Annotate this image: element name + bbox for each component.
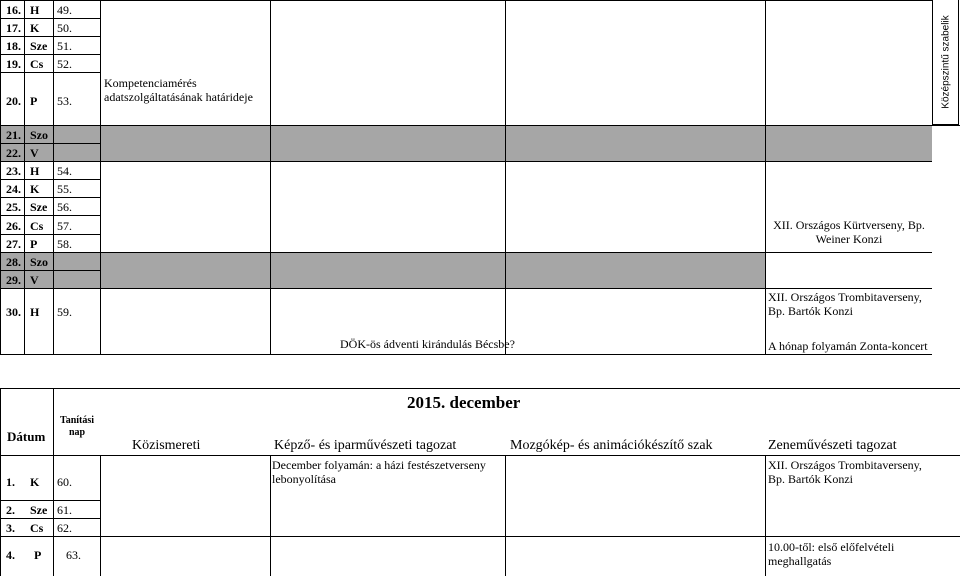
row-line (0, 500, 100, 501)
row-line (0, 197, 100, 198)
day-name: P (34, 548, 42, 562)
teaching-day: 63. (66, 548, 81, 562)
header-tanitasi-nap: Tanítási nap (59, 415, 95, 438)
festeszet-note: December folyamán: a házi festészetverseny lebonyolítása (272, 458, 486, 486)
column-line (765, 455, 766, 576)
column-line (505, 455, 506, 576)
teaching-day: 57. (57, 219, 72, 233)
teaching-day: 62. (57, 521, 72, 535)
teaching-day: 55. (57, 182, 72, 196)
header-kozismereti: Közismereti (132, 438, 201, 453)
row-line (0, 270, 100, 271)
table-border (0, 388, 960, 389)
day-name: Szo (30, 128, 48, 142)
row-line (0, 518, 100, 519)
day-number: 22. (6, 146, 21, 160)
column-line (765, 0, 766, 354)
day-name: Cs (30, 57, 44, 71)
column-line (24, 0, 25, 354)
header-mozgokep: Mozgókép- és animációkészítő szak (510, 438, 713, 453)
day-number: 21. (6, 128, 21, 142)
header-kepzo: Képző- és iparművészeti tagozat (274, 438, 457, 453)
day-name: H (30, 164, 40, 178)
teaching-day: 54. (57, 164, 72, 178)
day-name: H (30, 3, 40, 17)
day-number: 18. (6, 39, 21, 53)
column-line (100, 455, 101, 576)
teaching-day: 52. (57, 57, 72, 71)
row-line (0, 143, 100, 144)
row-line (0, 252, 932, 253)
weekend-band (0, 125, 932, 161)
row-line (0, 161, 932, 162)
row-line (0, 354, 932, 355)
column-line (270, 455, 271, 576)
day-name: K (30, 21, 40, 35)
column-line (270, 0, 271, 354)
column-line (505, 0, 506, 354)
row-line (0, 36, 100, 37)
teaching-day: 49. (57, 3, 72, 17)
day-name: H (30, 305, 40, 319)
day-number: 29. (6, 273, 21, 287)
row-line (0, 288, 932, 289)
felveteli-note: 10.00-től: első előfelvételi meghallgatás (768, 540, 895, 568)
column-line (0, 388, 1, 576)
day-number: 24. (6, 182, 21, 196)
kompetencia-note: Kompetenciamérés adatszolgáltatásának határideje (104, 76, 253, 104)
weekend-band (0, 252, 765, 288)
dok-note: DÖK-ös ádventi kirándulás Bécsbe? (340, 337, 515, 351)
column-line (53, 388, 54, 576)
day-number: 19. (6, 57, 21, 71)
row-line (0, 0, 932, 1)
day-number: 27. (6, 237, 21, 251)
row-line (0, 215, 100, 216)
day-name: P (30, 237, 38, 251)
row-line (0, 125, 960, 126)
header-datum: Dátum (7, 429, 46, 444)
row-line (0, 54, 100, 55)
column-line (0, 0, 1, 354)
teaching-day: 56. (57, 200, 72, 214)
teaching-day: 50. (57, 21, 72, 35)
row-line (0, 179, 100, 180)
day-number: 2. (6, 503, 15, 517)
day-name: V (30, 273, 39, 287)
day-number: 23. (6, 164, 21, 178)
day-name: Szo (30, 255, 48, 269)
teaching-day: 59. (57, 305, 72, 319)
day-name: P (30, 94, 38, 108)
column-line (53, 0, 54, 354)
teaching-day: 60. (57, 475, 72, 489)
day-number: 26. (6, 219, 21, 233)
month-title: 2015. december (407, 393, 521, 412)
day-number: 20. (6, 94, 21, 108)
trombita-note: XII. Országos Trombitaverseny, Bp. Bartók Konzi (768, 290, 922, 318)
day-name: K (30, 475, 40, 489)
day-number: 17. (6, 21, 21, 35)
row-line (0, 18, 100, 19)
column-line (100, 0, 101, 354)
row-line (0, 72, 100, 73)
day-number: 4. (6, 548, 15, 562)
day-name: Sze (30, 503, 48, 517)
sidebar-label: Középszintű szabelik (932, 0, 959, 125)
row-line (0, 536, 960, 537)
day-number: 16. (6, 3, 21, 17)
day-name: Sze (30, 39, 48, 53)
day-name: K (30, 182, 40, 196)
day-name: Sze (30, 200, 48, 214)
day-name: V (30, 146, 39, 160)
header-zenemuveszeti: Zeneművészeti tagozat (768, 438, 897, 453)
zonta-note: A hónap folyamán Zonta-koncert (768, 339, 928, 353)
day-number: 30. (6, 305, 21, 319)
teaching-day: 58. (57, 237, 72, 251)
day-number: 28. (6, 255, 21, 269)
teaching-day: 61. (57, 503, 72, 517)
kurt-note: XII. Országos Kürtverseny, Bp. Weiner Konzi (773, 218, 925, 246)
day-name: Cs (30, 521, 44, 535)
row-line (0, 234, 100, 235)
trombita-note: XII. Országos Trombitaverseny, Bp. Bartók Konzi (768, 458, 922, 486)
day-number: 1. (6, 475, 15, 489)
header-line (0, 455, 960, 456)
day-number: 3. (6, 521, 15, 535)
day-name: Cs (30, 219, 44, 233)
teaching-day: 51. (57, 39, 72, 53)
day-number: 25. (6, 200, 21, 214)
teaching-day: 53. (57, 94, 72, 108)
